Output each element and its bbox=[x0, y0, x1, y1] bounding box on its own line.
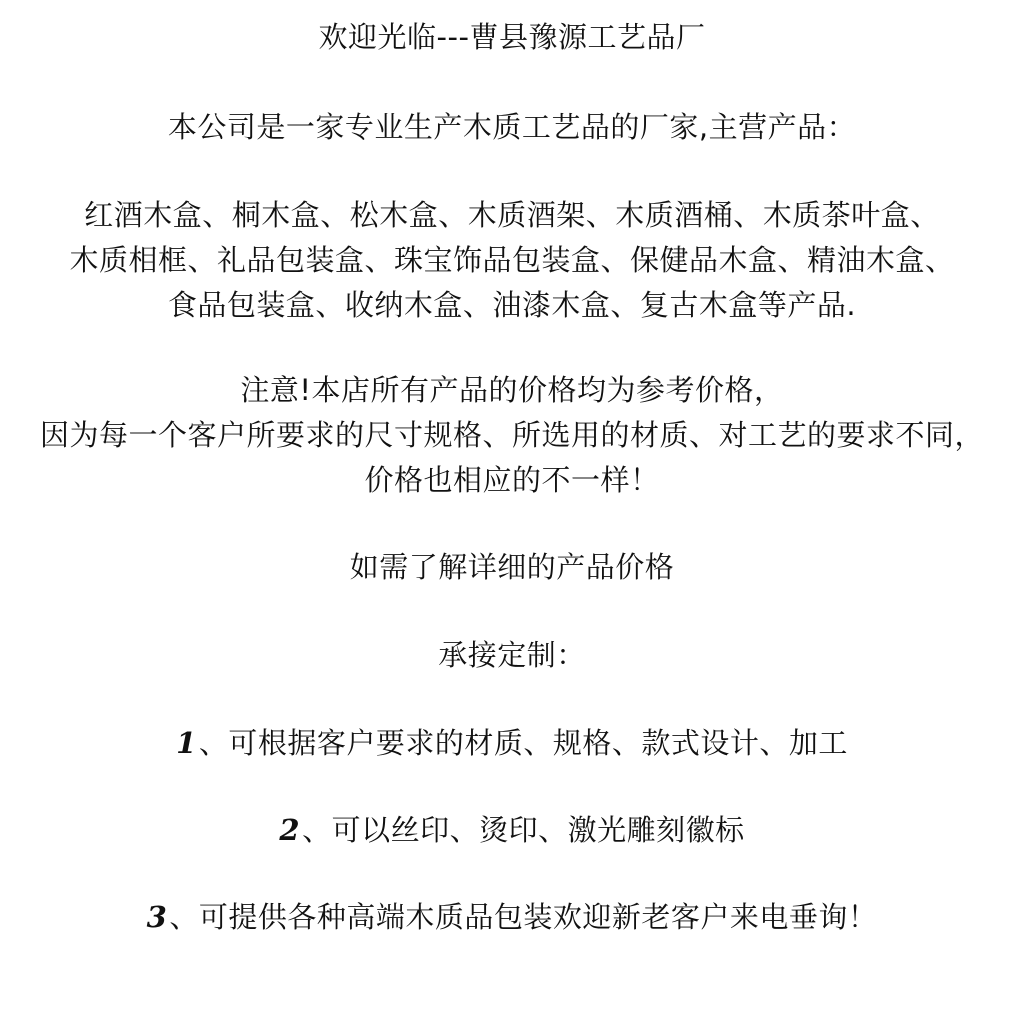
notice-line-2: 因为每一个客户所要求的尺寸规格、所选用的材质、对工艺的要求不同， bbox=[39, 418, 984, 452]
notice-line-1: 注意!本店所有产品的价格均为参考价格， bbox=[240, 373, 784, 407]
service-item-2 bbox=[0, 811, 1024, 849]
product-line-1: 红酒木盒、桐木盒、松木盒、木质酒架、木质酒桶、木质茶叶盒、 bbox=[84, 198, 940, 232]
service-text: 、可根据客户要求的材质、规格、款式设计、加工 bbox=[198, 726, 848, 760]
service-number: 1 bbox=[176, 726, 197, 760]
service-number: 2 bbox=[279, 813, 301, 847]
service-text: 、可提供各种高端木质品包装欢迎新老客户来电垂询！ bbox=[169, 900, 878, 934]
service-item-3 bbox=[0, 898, 1024, 936]
service-text: 、可以丝印、烫印、激光雕刻徽标 bbox=[302, 813, 745, 847]
product-line-2: 木质相框、礼品包装盒、珠宝饰品包装盒、保健品木盒、精油木盒、 bbox=[69, 243, 955, 277]
custom-heading: 承接定制： bbox=[438, 638, 586, 672]
notice-line-3: 价格也相应的不一样！ bbox=[364, 463, 660, 497]
welcome-title: 欢迎光临---曹县豫源工艺品厂 bbox=[318, 20, 706, 54]
service-item-1 bbox=[0, 724, 1024, 762]
product-line-3: 食品包装盒、收纳木盒、油漆木盒、复古木盒等产品. bbox=[167, 288, 857, 322]
company-intro: 本公司是一家专业生产木质工艺品的厂家,主营产品： bbox=[167, 110, 857, 144]
price-inquiry: 如需了解详细的产品价格 bbox=[349, 550, 675, 584]
service-number: 3 bbox=[146, 900, 168, 934]
